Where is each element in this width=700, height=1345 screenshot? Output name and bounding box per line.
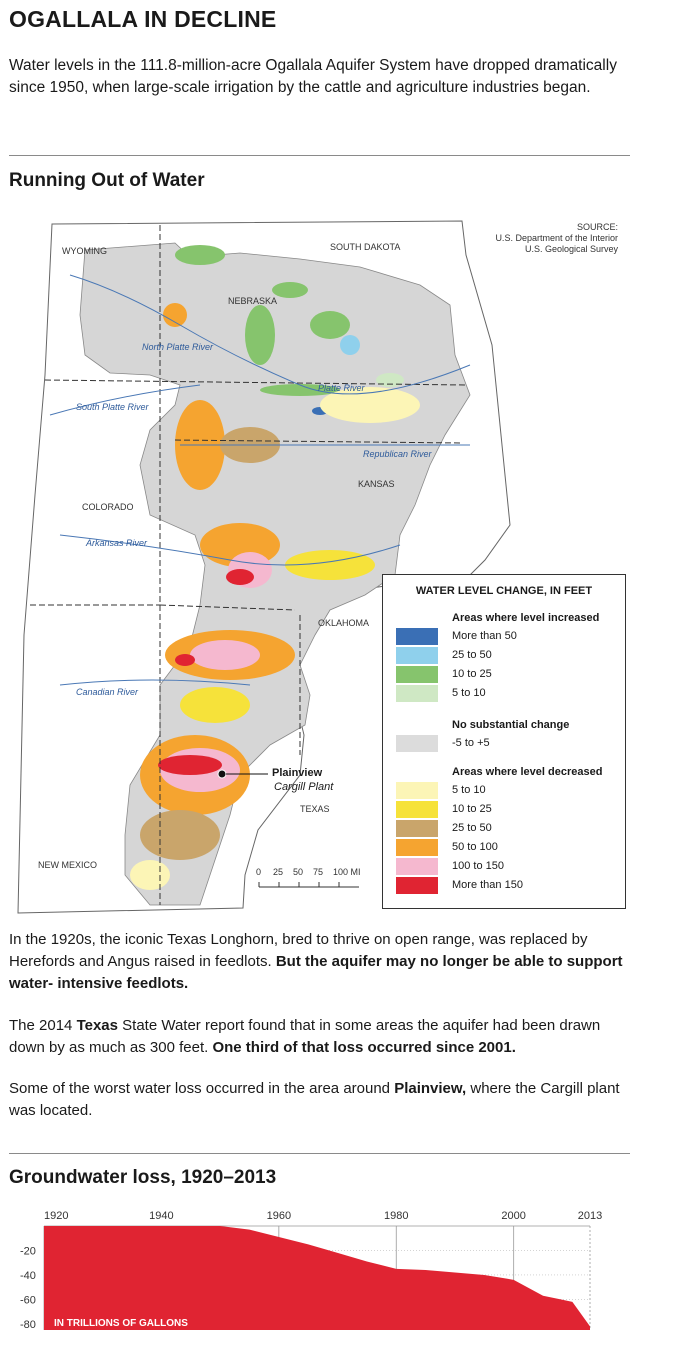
body-paragraph-1: In the 1920s, the iconic Texas Longhorn, bred to thrive on open range, was replaced by Herefords and Angus raised in feedlots. But the aquifer may no longer be able to support water- intensive feedlots. <box>9 931 623 992</box>
plant-label: Cargill Plant <box>274 781 334 793</box>
x-tick-label: 1920 <box>44 1210 69 1222</box>
map-legend: WATER LEVEL CHANGE, IN FEET Areas where level increased More than 50 25 to 50 10 to 25 5 to 10 No substantial change -5 to +5 Areas where level decreased 5 to 10 10 to 25 25 to 50 50 to 100 100 to 150 More than 150 <box>382 574 626 909</box>
legend-swatch <box>396 628 438 645</box>
scale-tick: 25 <box>273 867 284 877</box>
state-label: NEW MEXICO <box>38 860 98 870</box>
river-label: North Platte River <box>142 342 214 352</box>
plainview-marker <box>218 770 226 778</box>
y-tick-label: -60 <box>20 1294 36 1307</box>
legend-title: WATER LEVEL CHANGE, IN FEET <box>415 585 593 597</box>
x-tick-label: 1980 <box>384 1210 409 1222</box>
river-label: Arkansas River <box>86 538 148 548</box>
body-paragraph-2: The 2014 Texas State Water report found that in some areas the aquifer had been drawn down by as much as 300 feet. One third of that loss occurred since 2001. <box>9 1017 601 1056</box>
groundwater-chart <box>0 1200 700 1340</box>
legend-swatch <box>396 685 438 702</box>
river-label: Canadian River <box>76 687 139 697</box>
state-label: COLORADO <box>82 502 134 512</box>
source-note: SOURCE: U.S. Department of the Interior U.S. Geological Survey <box>495 222 618 254</box>
legend-swatch <box>396 858 438 875</box>
scale-tick: 50 <box>293 867 304 877</box>
legend-swatch <box>396 735 438 752</box>
legend-swatch <box>396 647 438 664</box>
state-label: OKLAHOMA <box>318 618 370 628</box>
body-paragraph-3: Some of the worst water loss occurred in the area around Plainview, where the Cargill plant was located. <box>9 1080 620 1119</box>
y-tick-label: -20 <box>20 1245 36 1258</box>
state-label: KANSAS <box>358 479 395 489</box>
state-label: SOUTH DAKOTA <box>330 242 401 252</box>
river-label: South Platte River <box>76 402 149 412</box>
legend-swatch <box>396 839 438 856</box>
y-tick-label: -40 <box>20 1269 36 1282</box>
legend-heading-increased: Areas where level increased <box>452 612 600 624</box>
state-label: TEXAS <box>300 804 330 814</box>
legend-swatch <box>396 782 438 799</box>
page-title: OGALLALA IN DECLINE <box>9 6 277 32</box>
scale-tick: 75 <box>313 867 324 877</box>
y-tick-label: -80 <box>20 1318 36 1331</box>
state-label: WYOMING <box>62 246 107 256</box>
chart-section-title: Groundwater loss, 1920–2013 <box>9 1167 277 1188</box>
state-label: NEBRASKA <box>228 296 278 306</box>
legend-swatch <box>396 877 438 894</box>
legend-swatch <box>396 820 438 837</box>
city-label: Plainview <box>272 767 323 779</box>
legend-swatch <box>396 666 438 683</box>
x-tick-label: 2000 <box>501 1210 526 1222</box>
divider <box>9 155 630 156</box>
map-section-title: Running Out of Water <box>9 170 205 191</box>
scale-tick: 0 <box>256 867 262 877</box>
divider <box>9 1153 630 1154</box>
x-tick-label: 1960 <box>266 1210 292 1222</box>
scale-tick: 100 MI <box>333 867 361 877</box>
legend-heading-decreased: Areas where level decreased <box>452 766 603 778</box>
legend-swatch <box>396 801 438 818</box>
river-label: Republican River <box>363 449 432 459</box>
intro-paragraph: Water levels in the 111.8-million-acre Ogallala Aquifer System have dropped dramatically since 1950, when large-scale irrigation by the cattle and agriculture industries began. <box>9 57 617 96</box>
chart-area-series <box>44 1226 590 1330</box>
scale-bar <box>259 882 359 887</box>
legend-heading-nochange: No substantial change <box>452 719 570 731</box>
chart-annotation: IN TRILLIONS OF GALLONS <box>54 1318 188 1329</box>
river-label: Platte River <box>318 383 365 393</box>
x-tick-label: 1940 <box>149 1210 174 1222</box>
x-tick-label: 2013 <box>577 1210 603 1222</box>
